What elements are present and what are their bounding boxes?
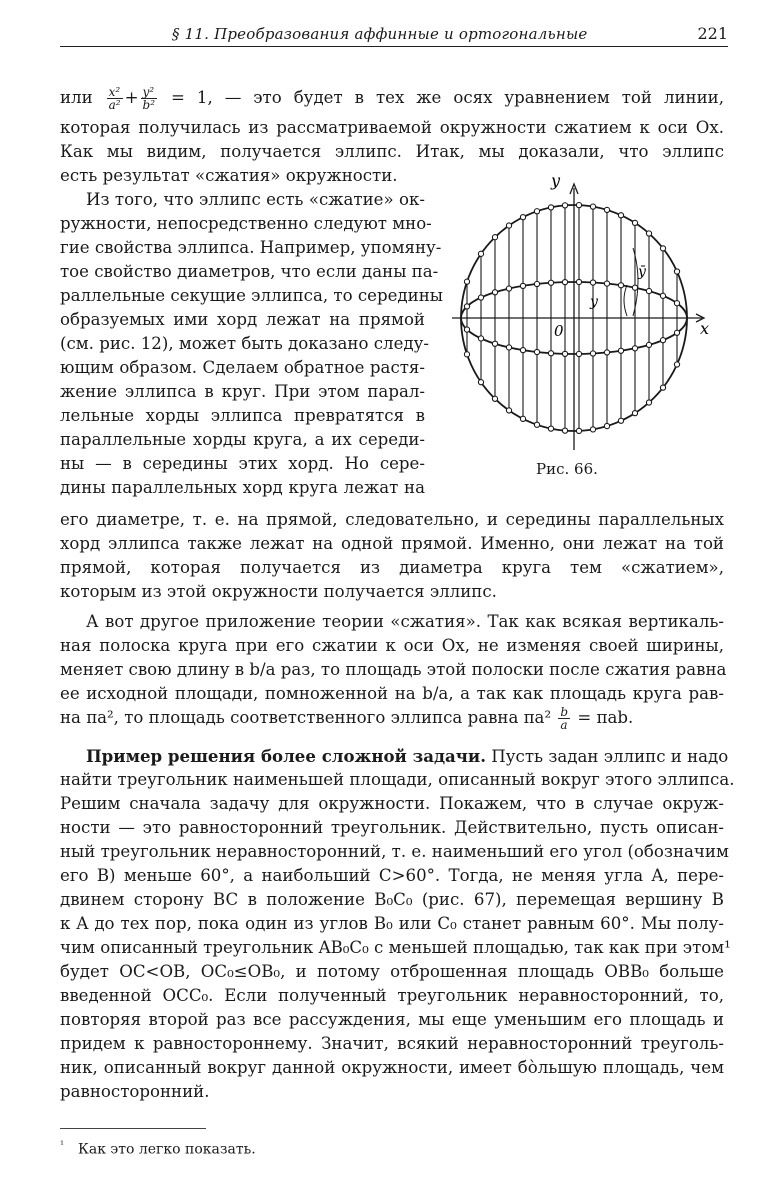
grid-dot: [562, 428, 567, 433]
para2-line: жение эллипса в круг. При этом парал-: [60, 382, 425, 401]
origin-label: 0: [554, 322, 564, 340]
grid-dot: [604, 281, 609, 286]
grid-dot: [576, 351, 581, 356]
para4-line: найти треугольник наименьшей площади, описанный вокруг этого эллипса.: [60, 770, 735, 789]
figure-caption: Рис. 66.: [536, 460, 598, 478]
para1-pre: или: [60, 88, 93, 107]
grid-dot: [478, 336, 483, 341]
grid-dot: [604, 423, 609, 428]
grid-dot: [548, 280, 553, 285]
para4-line: Решим сначала задачу для окружности. Покажем, что в случае окруж-: [60, 794, 724, 813]
grid-dot: [464, 304, 469, 309]
grid-dot: [534, 349, 539, 354]
grid-dot: [590, 204, 595, 209]
para2-wide-line: его диаметре, т. е. на прямой, следовательно, и середины параллельных: [60, 510, 724, 529]
grid-dot: [548, 205, 553, 210]
para2-line: (см. рис. 12), может быть доказано следу-: [60, 334, 429, 353]
para3-line: ная полоска круга при его сжатии к оси Ox, не изменяя своей ширины,: [60, 636, 724, 655]
para3-line: ее исходной площади, помноженной на b/a, а так как площадь круга рав-: [60, 684, 724, 703]
grid-dot: [520, 283, 525, 288]
y-brace-icon: [624, 285, 627, 316]
para4-line: равносторонний.: [60, 1082, 210, 1101]
para4-line: ный треугольник неравносторонний, т. е. наименьший его угол (обозначим: [60, 842, 729, 861]
grid-dot: [604, 207, 609, 212]
grid-dot: [534, 281, 539, 286]
para4-line: придем к равностороннему. Значит, всякий неравносторонний треуголь-: [60, 1034, 724, 1053]
grid-dot: [534, 422, 539, 427]
grid-dot: [576, 279, 581, 284]
para4-line: ник, описанный вокруг данной окружности, имеет бо̀льшую площадь, чем: [60, 1058, 724, 1077]
para2-line: тое свойство диаметров, что если даны па-: [60, 262, 439, 281]
grid-dot: [562, 203, 567, 208]
para2-line: раллельные секущие эллипса, то середины: [60, 286, 443, 305]
grid-dot: [632, 285, 637, 290]
plus-sign: +: [124, 88, 139, 107]
running-head: [60, 22, 728, 48]
para4-line: к A до тех пор, пока один из углов B₀ или C₀ станет равным 60°. Мы полу-: [60, 914, 724, 933]
page-number: 221: [697, 24, 728, 43]
grid-dot: [590, 427, 595, 432]
grid-dot: [520, 215, 525, 220]
para2-line: лельные хорды эллипса превратятся в: [60, 406, 425, 425]
para2-line: гие свойства эллипса. Например, упомяну-: [60, 238, 442, 257]
grid-dot: [492, 290, 497, 295]
grid-dot: [520, 416, 525, 421]
grid-dot: [590, 351, 595, 356]
grid-dot: [618, 418, 623, 423]
para4-line1-rest: Пусть задан эллипс и надо: [491, 747, 729, 766]
footnote-rule: [60, 1128, 206, 1129]
para2-line: образуемых ими хорд лежат на прямой: [60, 310, 425, 329]
para2-line: ружности, непосредственно следуют мно-: [60, 214, 432, 233]
footnote-marker: ¹: [60, 1140, 65, 1151]
grid-dot: [576, 428, 581, 433]
grid-dot: [562, 280, 567, 285]
grid-dot: [660, 246, 665, 251]
area-formula-post: = πab.: [577, 708, 634, 727]
grid-dot: [464, 327, 469, 332]
grid-dot: [492, 235, 497, 240]
grid-dot: [618, 213, 623, 218]
grid-dot: [646, 231, 651, 236]
ybar-segment-label: ȳ: [638, 264, 646, 280]
grid-dot: [506, 286, 511, 291]
para3-line: А вот другое приложение теории «сжатия». Так как всякая вертикаль-: [86, 612, 724, 631]
grid-dot: [660, 338, 665, 343]
para4-line: чим описанный треугольник AB₀C₀ с меньшей площадью, так как при этом¹: [60, 938, 731, 957]
footnote: [60, 1140, 256, 1158]
grid-dot: [674, 301, 679, 306]
para4-line1: [86, 744, 729, 769]
grid-dot: [632, 220, 637, 225]
fraction-b-a: $\frac{b}{a}$: [560, 705, 569, 732]
grid-dot: [618, 283, 623, 288]
grid-dot: [478, 295, 483, 300]
para2-line: параллельные хорды круга, а их середи-: [60, 430, 425, 449]
grid-dot: [646, 342, 651, 347]
grid-dot: [674, 269, 679, 274]
grid-dot: [492, 341, 497, 346]
grid-dot: [506, 408, 511, 413]
grid-dot: [660, 293, 665, 298]
grid-dot: [618, 348, 623, 353]
grid-dot: [506, 223, 511, 228]
grid-dot: [548, 426, 553, 431]
x-axis-label: x: [700, 319, 710, 338]
para2-wide-line: которым из этой окружности получается эллипс.: [60, 582, 497, 601]
para1-line3: Как мы видим, получается эллипс. Итак, мы доказали, что эллипс: [60, 142, 724, 161]
para1-post: = 1, — это будет в тех же осях уравнением той линии,: [171, 88, 724, 107]
header-rule: [60, 46, 728, 47]
grid-dot: [478, 251, 483, 256]
para2-line: дины параллельных хорд круга лежат на: [60, 478, 425, 497]
para3-line: меняет свою длину в b/a раз, то площадь этой полоски после сжатия равна: [60, 660, 727, 679]
para4-line: его B) меньше 60°, а наибольший C>60°. Тогда, не меняя угла A, пере-: [60, 866, 724, 885]
grid-dot: [576, 203, 581, 208]
grid-dot: [632, 411, 637, 416]
para4-line: двинем сторону BC в положение B₀C₀ (рис. 67), перемещая вершину B: [60, 890, 724, 909]
grid-dot: [464, 352, 469, 357]
y-axis-label: y: [551, 171, 561, 190]
para2-wide-line: хорд эллипса также лежат на одной прямой. Именно, они лежат на той: [60, 534, 724, 553]
grid-dot: [492, 396, 497, 401]
grid-dot: [548, 351, 553, 356]
grid-dot: [478, 380, 483, 385]
para1-line2: которая получилась из рассматриваемой окружности сжатием к оси Ox.: [60, 118, 724, 137]
example-heading: Пример решения более сложной задачи.: [86, 746, 487, 766]
grid-dot: [590, 280, 595, 285]
para1-line1: [60, 86, 724, 111]
grid-dot: [464, 279, 469, 284]
grid-dot: [562, 351, 567, 356]
grid-dot: [660, 385, 665, 390]
grid-dot: [520, 348, 525, 353]
footnote-text: Как это легко показать.: [78, 1141, 256, 1158]
para1-line4: есть результат «сжатия» окружности.: [60, 166, 398, 185]
para4-line: ности — это равносторонний треугольник. Действительно, пусть описан-: [60, 818, 724, 837]
para2-line: ны — в середины этих хорд. Но сере-: [60, 454, 425, 473]
para2-line: ющим образом. Сделаем обратное растя-: [60, 358, 425, 377]
y-segment-label: y: [590, 294, 598, 310]
grid-dot: [632, 346, 637, 351]
para2-line: Из того, что эллипс есть «сжатие» ок-: [86, 190, 425, 209]
para4-line: повторяя второй раз все рассуждения, мы еще уменьшим его площадь и: [60, 1010, 724, 1029]
para4-line: введенной OCC₀. Если полученный треугольник неравносторонний, то,: [60, 986, 724, 1005]
grid-dot: [646, 400, 651, 405]
area-formula-pre: на πa², то площадь соответственного эллипса равна πa²: [60, 708, 552, 727]
para4-line: будет OC<OB, OC₀≤OB₀, и потому отброшенная площадь OBB₀ больше: [60, 962, 724, 981]
figure-66-circle-ellipse: [452, 170, 722, 460]
para2-wide-line: прямой, которая получается из диаметра круга тем «сжатием»,: [60, 558, 724, 577]
grid-dot: [534, 209, 539, 214]
grid-dot: [674, 330, 679, 335]
grid-dot: [674, 362, 679, 367]
fraction-y2-b2: $\frac{\text{y²}}{\text{b²}}$: [142, 85, 156, 112]
fraction-x2-a2: $\frac{\text{x²}}{\text{a²}}$: [108, 85, 121, 112]
grid-dot: [646, 288, 651, 293]
grid-dot: [604, 350, 609, 355]
running-head-title: § 11. Преобразования аффинные и ортогональные: [172, 25, 588, 43]
para3-last-line: [60, 706, 724, 731]
grid-dot: [506, 345, 511, 350]
